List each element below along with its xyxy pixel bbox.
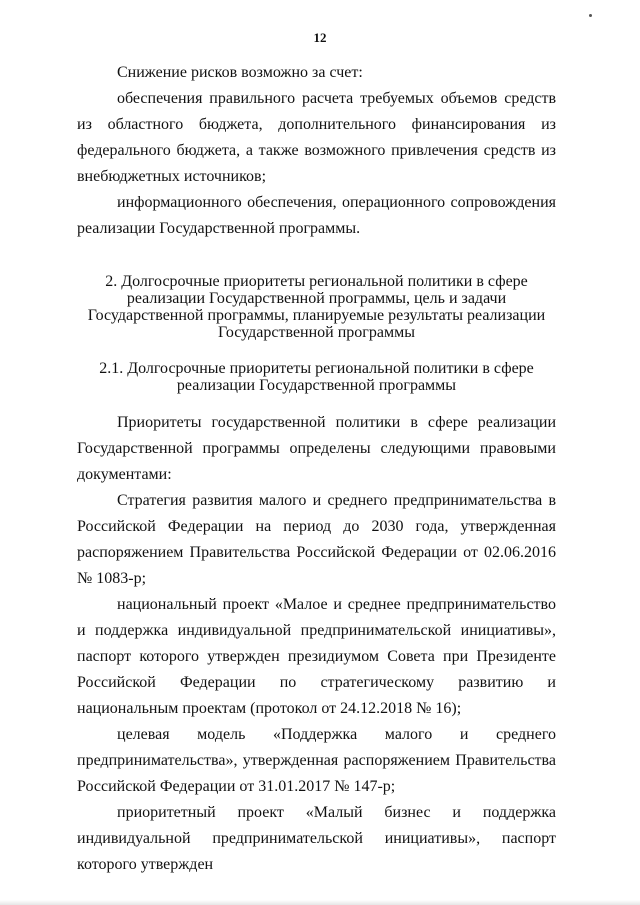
paragraph-risk-budget: обеспечения правильного расчета требуемых объемов средств из областного бюджета, дополнительного финансирования из федерального бюджета, а также возможного привлечения средств из внебюджетных источников;: [77, 90, 556, 185]
paragraph-priorities: Приоритеты государственной политики в сфере реализации Государственной программы определены следующими правовыми документами:: [77, 414, 556, 483]
paragraph-strategy: Стратегия развития малого и среднего предпринимательства в Российской Федерации на период до 2030 года, утвержденная распоряжением Правительства Российской Федерации от 02.06.2016 № 1083-р;: [77, 492, 556, 587]
scan-speck: [589, 14, 592, 17]
paragraph-risk-intro: Снижение рисков возможно за счет:: [117, 64, 363, 81]
paragraph-risk-info: информационного обеспечения, операционного сопровождения реализации Государственной программы.: [77, 194, 556, 237]
page-number: 12: [313, 30, 327, 45]
page-bottom-edge: [0, 900, 640, 905]
section-2-heading: 2. Долгосрочные приоритеты региональной политики в сфере реализации Государственной программы, цель и задачи Государственной программы, планируемые результаты реализации Государственной программы: [87, 273, 546, 341]
document-body: [77, 60, 556, 878]
section-2-1-heading: 2.1. Долгосрочные приоритеты региональной политики в сфере реализации Государственной программы: [99, 360, 534, 394]
paragraph-target-model: целевая модель «Поддержка малого и среднего предпринимательства», утвержденная распоряжением Правительства Российской Федерации от 31.01.2017 № 147-р;: [77, 726, 556, 795]
paragraph-priority-project: приоритетный проект «Малый бизнес и поддержка индивидуальной предпринимательской инициативы», паспорт которого утвержден: [77, 804, 556, 873]
paragraph-national-project: национальный проект «Малое и среднее предпринимательство и поддержка индивидуальной предпринимательской инициативы», паспорт которого утвержден президиумом Совета при Президенте Российской Федерации по стратегическому развитию и национальным проектам (протокол от 24.12.2018 № 16);: [77, 596, 556, 717]
